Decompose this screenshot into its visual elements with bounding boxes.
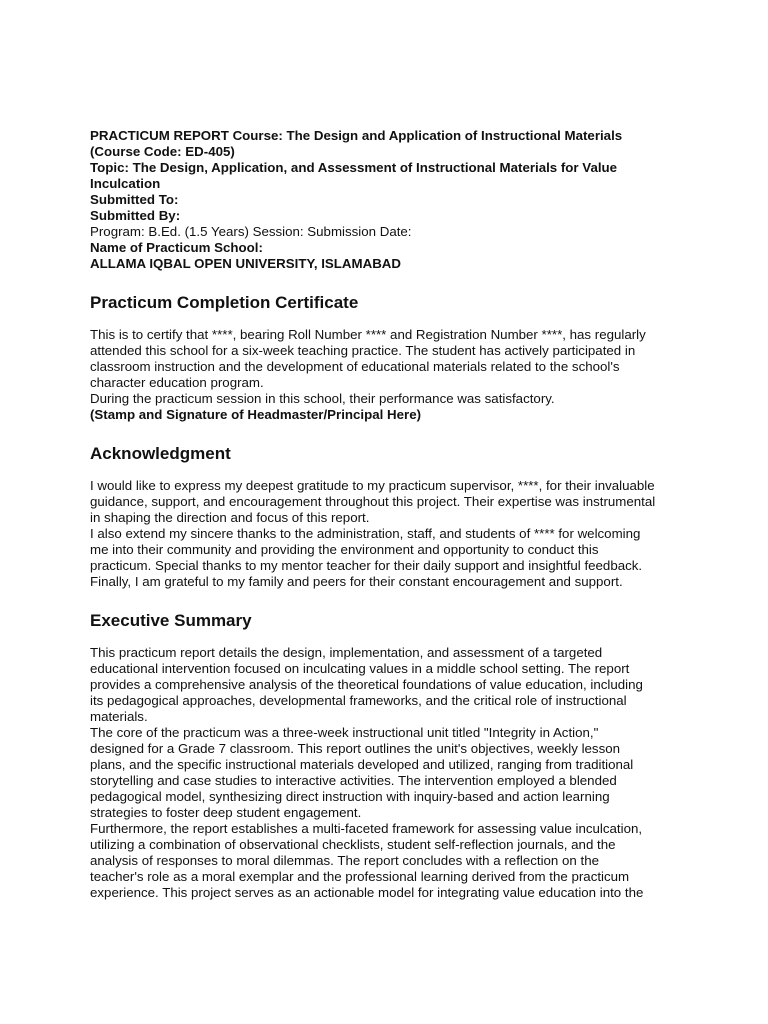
summary-line: pedagogical model, synthesizing direct instruction with inquiry-based and action learning	[90, 789, 610, 804]
executive-summary-body	[90, 645, 690, 901]
program-session-line: Program: B.Ed. (1.5 Years) Session: Submission Date:	[90, 224, 412, 239]
summary-line: experience. This project serves as an actionable model for integrating value education into the	[90, 885, 644, 900]
summary-line: Furthermore, the report establishes a multi-faceted framework for assessing value inculcation,	[90, 821, 643, 836]
certificate-line: character education program.	[90, 375, 264, 390]
acknowledgment-body	[90, 478, 690, 590]
topic-line-continued: Inculcation	[90, 176, 161, 191]
summary-line: strategies to foster deep student engagement.	[90, 805, 362, 820]
summary-line: utilizing a combination of observational checklists, student self-reflection journals, and the	[90, 837, 616, 852]
summary-line: materials.	[90, 709, 148, 724]
summary-line: storytelling and case studies to interactive activities. The intervention employed a blended	[90, 773, 617, 788]
practicum-school-label: Name of Practicum School:	[90, 240, 263, 255]
acknowledgment-line: I would like to express my deepest gratitude to my practicum supervisor, ****, for their invaluable	[90, 478, 655, 493]
certificate-line: This is to certify that ****, bearing Roll Number **** and Registration Number ****, has regularly	[90, 327, 646, 342]
summary-line: educational intervention focused on inculcating values in a middle school setting. The report	[90, 661, 630, 676]
stamp-signature-note: (Stamp and Signature of Headmaster/Principal Here)	[90, 407, 422, 422]
acknowledgment-line: Finally, I am grateful to my family and peers for their constant encouragement and support.	[90, 574, 623, 589]
certificate-line: During the practicum session in this school, their performance was satisfactory.	[90, 391, 555, 406]
submitted-by-label: Submitted By:	[90, 208, 181, 223]
certificate-line: classroom instruction and the development of educational materials related to the school's	[90, 359, 620, 374]
certificate-body	[90, 327, 690, 423]
acknowledgment-line: practicum. Special thanks to my mentor teacher for their daily support and insightful feedback.	[90, 558, 643, 573]
acknowledgment-line: I also extend my sincere thanks to the administration, staff, and students of **** for welcoming	[90, 526, 641, 541]
report-header	[90, 128, 690, 272]
document-body	[90, 128, 690, 901]
summary-line: provides a comprehensive analysis of the theoretical foundations of value education, including	[90, 677, 643, 692]
summary-line: plans, and the specific instructional materials developed and utilized, ranging from traditional	[90, 757, 634, 772]
report-title-line: PRACTICUM REPORT Course: The Design and Application of Instructional Materials	[90, 128, 623, 143]
university-name: ALLAMA IQBAL OPEN UNIVERSITY, ISLAMABAD	[90, 256, 402, 271]
summary-line: its pedagogical approaches, developmental frameworks, and the critical role of instructional	[90, 693, 627, 708]
certificate-line: attended this school for a six-week teaching practice. The student has actively participated in	[90, 343, 636, 358]
acknowledgment-line: guidance, support, and encouragement throughout this project. Their expertise was instrumental	[90, 494, 656, 509]
acknowledgment-line: me into their community and providing the environment and opportunity to conduct this	[90, 542, 599, 557]
course-code-line: (Course Code: ED-405)	[90, 144, 235, 159]
certificate-heading: Practicum Completion Certificate	[90, 293, 359, 312]
summary-line: analysis of responses to moral dilemmas. The report concludes with a reflection on the	[90, 853, 599, 868]
topic-line: Topic: The Design, Application, and Assessment of Instructional Materials for Value	[90, 160, 618, 175]
acknowledgment-line: in shaping the direction and focus of this report.	[90, 510, 370, 525]
summary-line: This practicum report details the design, implementation, and assessment of a targeted	[90, 645, 603, 660]
submitted-to-label: Submitted To:	[90, 192, 179, 207]
acknowledgment-heading: Acknowledgment	[90, 444, 231, 463]
summary-line: designed for a Grade 7 classroom. This report outlines the unit's objectives, weekly lesson	[90, 741, 621, 756]
summary-line: teacher's role as a moral exemplar and the professional learning derived from the practicum	[90, 869, 630, 884]
executive-summary-heading: Executive Summary	[90, 611, 252, 630]
summary-line: The core of the practicum was a three-week instructional unit titled "Integrity in Action,"	[90, 725, 599, 740]
